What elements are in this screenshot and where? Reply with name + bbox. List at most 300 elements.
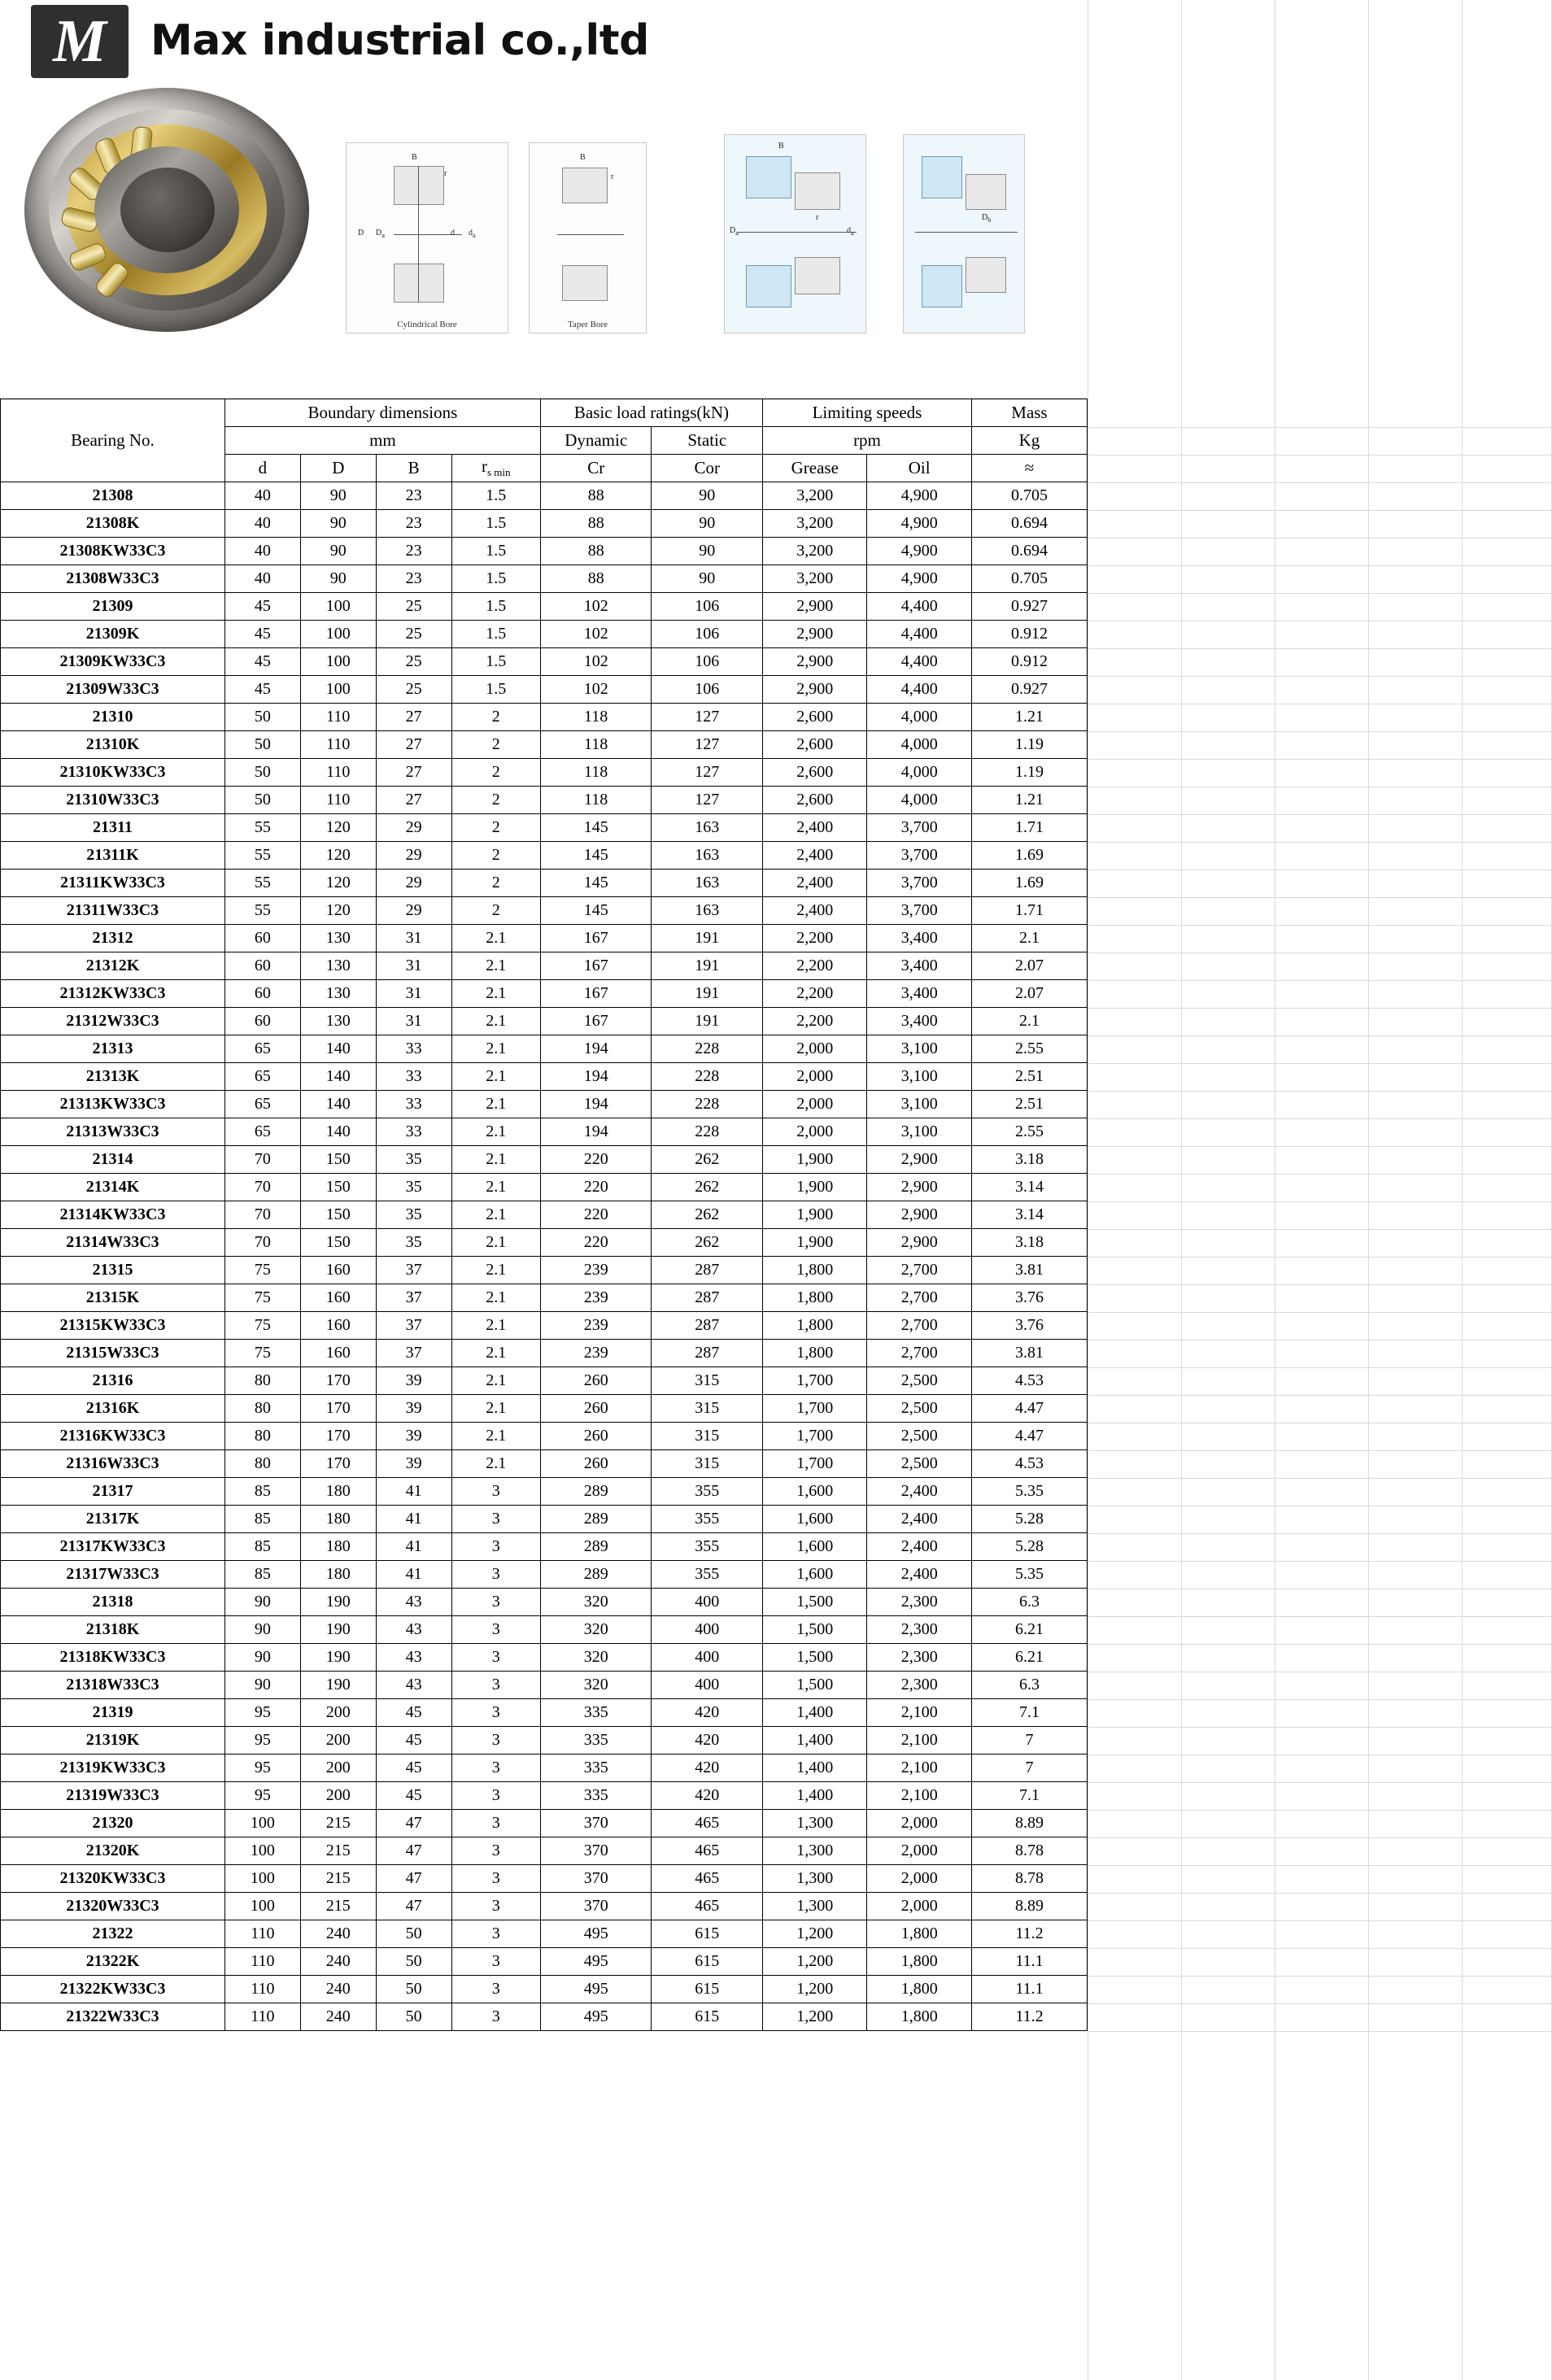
cell-oil: 4,000: [867, 731, 971, 759]
cell-oil: 1,800: [867, 1976, 971, 2003]
cell-grease: 1,700: [763, 1367, 867, 1395]
cell-b: 39: [376, 1423, 451, 1450]
cell-kg: 3.76: [971, 1284, 1087, 1312]
cell-d: 45: [225, 621, 300, 648]
table-row: [1, 1091, 1088, 1118]
cell-rs-min: 2: [451, 814, 540, 842]
table-row: [1, 1367, 1088, 1395]
cell-d: 65: [225, 1118, 300, 1146]
cell-bearing-no: 21322W33C3: [1, 2003, 225, 2031]
cell-cr: 88: [540, 510, 652, 538]
cell-d: 55: [225, 897, 300, 925]
cell-cr: 167: [540, 952, 652, 980]
cell-cr: 335: [540, 1699, 652, 1727]
table-row: [1, 759, 1088, 787]
cell-b: 41: [376, 1561, 451, 1589]
cell-bearing-no: 21315: [1, 1257, 225, 1284]
cell-grease: 1,800: [763, 1284, 867, 1312]
cell-cr: 495: [540, 1976, 652, 2003]
schematic-mounting-1: B $D_a$ $d_a$ r: [724, 134, 866, 333]
cell-d: 170: [300, 1423, 376, 1450]
cell-rs-min: 3: [451, 1616, 540, 1644]
cell-rs-min: 3: [451, 2003, 540, 2031]
cell-bearing-no: 21319KW33C3: [1, 1754, 225, 1782]
cell-b: 29: [376, 814, 451, 842]
cell-rs-min: 3: [451, 1754, 540, 1782]
table-row: [1, 2003, 1088, 2031]
table-row: [1, 510, 1088, 538]
cell-d: 60: [225, 1008, 300, 1035]
cell-grease: 1,500: [763, 1589, 867, 1616]
cell-rs-min: 2.1: [451, 1395, 540, 1423]
cell-rs-min: 3: [451, 1589, 540, 1616]
cell-cr: 118: [540, 787, 652, 814]
cell-b: 25: [376, 648, 451, 676]
cell-rs-min: 1.5: [451, 676, 540, 704]
cell-d: 95: [225, 1727, 300, 1754]
cell-cor: 287: [652, 1340, 763, 1367]
cell-oil: 2,400: [867, 1506, 971, 1533]
cell-cr: 167: [540, 925, 652, 952]
cell-d: 240: [300, 1976, 376, 2003]
cell-d: 65: [225, 1091, 300, 1118]
cell-oil: 3,700: [867, 814, 971, 842]
cell-grease: 2,600: [763, 731, 867, 759]
cell-bearing-no: 21312: [1, 925, 225, 952]
cell-d: 110: [300, 731, 376, 759]
table-row: [1, 1257, 1088, 1284]
cell-d: 180: [300, 1533, 376, 1561]
cell-cor: 163: [652, 870, 763, 897]
cell-b: 45: [376, 1754, 451, 1782]
cell-grease: 2,000: [763, 1118, 867, 1146]
cell-d: 45: [225, 593, 300, 621]
cell-d: 40: [225, 510, 300, 538]
cell-grease: 1,900: [763, 1146, 867, 1174]
table-row: [1, 1644, 1088, 1672]
cell-oil: 3,100: [867, 1118, 971, 1146]
cell-kg: 0.912: [971, 621, 1087, 648]
cell-d: 120: [300, 814, 376, 842]
cell-grease: 3,200: [763, 482, 867, 510]
cell-d: 215: [300, 1865, 376, 1893]
cell-cr: 239: [540, 1312, 652, 1340]
cell-oil: 4,400: [867, 648, 971, 676]
cell-rs-min: 3: [451, 1893, 540, 1920]
cell-cor: 163: [652, 897, 763, 925]
cell-b: 35: [376, 1146, 451, 1174]
cell-d: 215: [300, 1893, 376, 1920]
cell-oil: 2,000: [867, 1893, 971, 1920]
cell-d: 90: [300, 482, 376, 510]
cell-b: 41: [376, 1506, 451, 1533]
table-row: [1, 676, 1088, 704]
cell-bearing-no: 21317W33C3: [1, 1561, 225, 1589]
table-row: [1, 1948, 1088, 1976]
table-row: [1, 1201, 1088, 1229]
col-approx: ≈: [971, 455, 1087, 482]
cell-oil: 3,700: [867, 897, 971, 925]
cell-cor: 127: [652, 787, 763, 814]
cell-cor: 420: [652, 1699, 763, 1727]
cell-d: 215: [300, 1810, 376, 1837]
cell-d: 100: [225, 1865, 300, 1893]
cell-d: 100: [225, 1893, 300, 1920]
cell-d: 75: [225, 1284, 300, 1312]
cell-cr: 118: [540, 704, 652, 731]
cell-cor: 106: [652, 648, 763, 676]
cell-rs-min: 2.1: [451, 1257, 540, 1284]
cell-b: 23: [376, 482, 451, 510]
cell-cor: 355: [652, 1478, 763, 1506]
cell-oil: 3,100: [867, 1035, 971, 1063]
cell-b: 29: [376, 870, 451, 897]
cell-b: 25: [376, 593, 451, 621]
cell-kg: 6.3: [971, 1672, 1087, 1699]
cell-cor: 127: [652, 759, 763, 787]
cell-bearing-no: 21313KW33C3: [1, 1091, 225, 1118]
cell-d: 60: [225, 980, 300, 1008]
cell-d: 90: [225, 1616, 300, 1644]
cell-cor: 228: [652, 1063, 763, 1091]
cell-kg: 2.55: [971, 1118, 1087, 1146]
cell-b: 50: [376, 1948, 451, 1976]
cell-b: 47: [376, 1865, 451, 1893]
cell-bearing-no: 21320KW33C3: [1, 1865, 225, 1893]
cell-b: 47: [376, 1837, 451, 1865]
cell-oil: 2,700: [867, 1257, 971, 1284]
cell-kg: 11.2: [971, 2003, 1087, 2031]
cell-rs-min: 2.1: [451, 1063, 540, 1091]
cell-cor: 287: [652, 1284, 763, 1312]
schematic-caption: Cylindrical Bore: [397, 320, 457, 329]
cell-bearing-no: 21312KW33C3: [1, 980, 225, 1008]
cell-d: 200: [300, 1754, 376, 1782]
cell-bearing-no: 21309: [1, 593, 225, 621]
cell-kg: 2.1: [971, 925, 1087, 952]
cell-b: 23: [376, 538, 451, 565]
cell-kg: 4.53: [971, 1450, 1087, 1478]
cell-d: 90: [225, 1672, 300, 1699]
table-row: [1, 482, 1088, 510]
cell-oil: 2,100: [867, 1727, 971, 1754]
cell-cor: 400: [652, 1589, 763, 1616]
cell-kg: 4.53: [971, 1367, 1087, 1395]
table-row: [1, 621, 1088, 648]
cell-cr: 335: [540, 1754, 652, 1782]
cell-d: 85: [225, 1506, 300, 1533]
cell-kg: 6.21: [971, 1616, 1087, 1644]
cell-b: 47: [376, 1893, 451, 1920]
cell-cr: 320: [540, 1589, 652, 1616]
cell-rs-min: 1.5: [451, 510, 540, 538]
cell-cor: 615: [652, 1920, 763, 1948]
cell-bearing-no: 21316KW33C3: [1, 1423, 225, 1450]
cell-d: 160: [300, 1284, 376, 1312]
cell-kg: 0.927: [971, 676, 1087, 704]
cell-rs-min: 2.1: [451, 1340, 540, 1367]
cell-d: 40: [225, 565, 300, 593]
cell-grease: 2,200: [763, 952, 867, 980]
cell-kg: 5.28: [971, 1506, 1087, 1533]
unit-mm: mm: [225, 427, 540, 455]
cell-b: 33: [376, 1118, 451, 1146]
cell-b: 45: [376, 1782, 451, 1810]
cell-kg: 8.78: [971, 1837, 1087, 1865]
cell-d: 90: [225, 1589, 300, 1616]
cell-d: 95: [225, 1699, 300, 1727]
cell-kg: 5.35: [971, 1478, 1087, 1506]
cell-d: 170: [300, 1450, 376, 1478]
table-row: [1, 1035, 1088, 1063]
cell-d: 150: [300, 1146, 376, 1174]
cell-d: 140: [300, 1091, 376, 1118]
cell-bearing-no: 21308KW33C3: [1, 538, 225, 565]
cell-bearing-no: 21319: [1, 1699, 225, 1727]
cell-kg: 2.51: [971, 1063, 1087, 1091]
cell-d: 90: [300, 538, 376, 565]
table-row: [1, 1837, 1088, 1865]
cell-d: 200: [300, 1727, 376, 1754]
cell-bearing-no: 21310: [1, 704, 225, 731]
table-row: [1, 787, 1088, 814]
col-mass: Mass: [971, 399, 1087, 427]
cell-cor: 90: [652, 538, 763, 565]
col-d: d: [225, 455, 300, 482]
cell-grease: 1,700: [763, 1423, 867, 1450]
cell-b: 35: [376, 1174, 451, 1201]
cell-d: 110: [300, 704, 376, 731]
cell-oil: 4,400: [867, 676, 971, 704]
cell-b: 35: [376, 1201, 451, 1229]
cell-oil: 4,900: [867, 510, 971, 538]
table-row: [1, 1920, 1088, 1948]
cell-bearing-no: 21315K: [1, 1284, 225, 1312]
cell-rs-min: 1.5: [451, 648, 540, 676]
cell-d: 130: [300, 980, 376, 1008]
schematic-cylindrical-bore: B D $D_a$ d $d_a$ r Cylindrical Bore: [346, 142, 508, 333]
cell-d: 45: [225, 648, 300, 676]
cell-b: 23: [376, 510, 451, 538]
cell-b: 50: [376, 1920, 451, 1948]
cell-grease: 2,900: [763, 676, 867, 704]
cell-cor: 315: [652, 1395, 763, 1423]
cell-cor: 615: [652, 1976, 763, 2003]
cell-d: 100: [300, 648, 376, 676]
cell-d: 110: [225, 2003, 300, 2031]
cell-cr: 260: [540, 1450, 652, 1478]
cell-rs-min: 3: [451, 1865, 540, 1893]
cell-b: 31: [376, 952, 451, 980]
cell-cr: 167: [540, 980, 652, 1008]
cell-d: 190: [300, 1616, 376, 1644]
cell-grease: 1,900: [763, 1201, 867, 1229]
cell-oil: 2,700: [867, 1312, 971, 1340]
cell-kg: 3.81: [971, 1340, 1087, 1367]
cell-grease: 1,600: [763, 1478, 867, 1506]
cell-d: 180: [300, 1478, 376, 1506]
table-row: [1, 1229, 1088, 1257]
cell-rs-min: 1.5: [451, 593, 540, 621]
col-basic-load-ratings: Basic load ratings(kN): [540, 399, 762, 427]
cell-bearing-no: 21310KW33C3: [1, 759, 225, 787]
cell-cor: 90: [652, 565, 763, 593]
cell-rs-min: 2.1: [451, 1008, 540, 1035]
cell-cor: 228: [652, 1091, 763, 1118]
table-row: [1, 1174, 1088, 1201]
cell-b: 29: [376, 842, 451, 870]
cell-rs-min: 3: [451, 1699, 540, 1727]
cell-d: 240: [300, 2003, 376, 2031]
cell-cor: 106: [652, 676, 763, 704]
cell-cor: 287: [652, 1257, 763, 1284]
cell-oil: 2,300: [867, 1644, 971, 1672]
company-name: Max industrial co.,ltd: [150, 16, 649, 65]
cell-cor: 287: [652, 1312, 763, 1340]
cell-cor: 191: [652, 1008, 763, 1035]
cell-b: 29: [376, 897, 451, 925]
cell-cr: 88: [540, 538, 652, 565]
cell-d: 85: [225, 1478, 300, 1506]
cell-d: 60: [225, 925, 300, 952]
cell-d: 95: [225, 1754, 300, 1782]
cell-oil: 2,700: [867, 1340, 971, 1367]
cell-kg: 7: [971, 1754, 1087, 1782]
cell-grease: 2,400: [763, 814, 867, 842]
cell-oil: 4,000: [867, 759, 971, 787]
cell-grease: 1,600: [763, 1506, 867, 1533]
cell-kg: 1.21: [971, 787, 1087, 814]
cell-cor: 228: [652, 1035, 763, 1063]
col-rsmin: $r_{s min}$: [451, 455, 540, 482]
cell-kg: 2.51: [971, 1091, 1087, 1118]
cell-kg: 8.89: [971, 1893, 1087, 1920]
table-row: [1, 952, 1088, 980]
cell-d: 50: [225, 759, 300, 787]
cell-rs-min: 3: [451, 1478, 540, 1506]
cell-oil: 2,100: [867, 1699, 971, 1727]
cell-d: 90: [300, 565, 376, 593]
cell-cor: 127: [652, 704, 763, 731]
cell-grease: 1,300: [763, 1865, 867, 1893]
cell-cor: 228: [652, 1118, 763, 1146]
cell-d: 90: [225, 1644, 300, 1672]
cell-bearing-no: 21316W33C3: [1, 1450, 225, 1478]
table-row: [1, 1561, 1088, 1589]
cell-cr: 194: [540, 1091, 652, 1118]
cell-d: 100: [300, 621, 376, 648]
cell-oil: 4,900: [867, 482, 971, 510]
cell-cor: 315: [652, 1367, 763, 1395]
cell-b: 33: [376, 1091, 451, 1118]
cell-d: 160: [300, 1312, 376, 1340]
table-row: [1, 1146, 1088, 1174]
cell-b: 27: [376, 759, 451, 787]
cell-bearing-no: 21320: [1, 1810, 225, 1837]
table-row: [1, 1672, 1088, 1699]
col-bearing-no: Bearing No.: [1, 399, 225, 482]
cell-kg: 1.71: [971, 897, 1087, 925]
cell-grease: 1,600: [763, 1561, 867, 1589]
cell-d: 160: [300, 1340, 376, 1367]
cell-cr: 495: [540, 1920, 652, 1948]
cell-oil: 4,400: [867, 593, 971, 621]
table-row: [1, 870, 1088, 897]
cell-cr: 239: [540, 1284, 652, 1312]
cell-bearing-no: 21319W33C3: [1, 1782, 225, 1810]
cell-d: 75: [225, 1340, 300, 1367]
table-row: [1, 704, 1088, 731]
cell-b: 33: [376, 1063, 451, 1091]
cell-cr: 220: [540, 1201, 652, 1229]
cell-rs-min: 2.1: [451, 1174, 540, 1201]
cell-oil: 3,400: [867, 1008, 971, 1035]
cell-oil: 2,900: [867, 1174, 971, 1201]
cell-cor: 90: [652, 510, 763, 538]
cell-bearing-no: 21312W33C3: [1, 1008, 225, 1035]
cell-bearing-no: 21318KW33C3: [1, 1644, 225, 1672]
cell-kg: 7.1: [971, 1699, 1087, 1727]
cell-cor: 262: [652, 1201, 763, 1229]
cell-grease: 2,900: [763, 648, 867, 676]
cell-oil: 1,800: [867, 1920, 971, 1948]
cell-b: 50: [376, 1976, 451, 2003]
cell-d: 170: [300, 1367, 376, 1395]
cell-d: 50: [225, 731, 300, 759]
cell-grease: 2,200: [763, 925, 867, 952]
cell-d: 120: [300, 897, 376, 925]
cell-d: 100: [300, 593, 376, 621]
cell-grease: 3,200: [763, 538, 867, 565]
cell-rs-min: 2.1: [451, 1284, 540, 1312]
table-row: [1, 1340, 1088, 1367]
cell-bearing-no: 21314: [1, 1146, 225, 1174]
cell-rs-min: 2: [451, 731, 540, 759]
cell-cr: 239: [540, 1340, 652, 1367]
table-row: [1, 1478, 1088, 1506]
table-row: [1, 1727, 1088, 1754]
cell-cr: 102: [540, 648, 652, 676]
cell-oil: 4,900: [867, 538, 971, 565]
cell-d: 190: [300, 1644, 376, 1672]
bearing-spec-table: [0, 399, 1088, 2031]
cell-bearing-no: 21309KW33C3: [1, 648, 225, 676]
cell-bearing-no: 21315KW33C3: [1, 1312, 225, 1340]
cell-cr: 194: [540, 1063, 652, 1091]
cell-rs-min: 2.1: [451, 1423, 540, 1450]
cell-b: 50: [376, 2003, 451, 2031]
cell-rs-min: 2.1: [451, 925, 540, 952]
cell-cr: 370: [540, 1837, 652, 1865]
cell-cor: 106: [652, 621, 763, 648]
cell-rs-min: 2.1: [451, 980, 540, 1008]
cell-d: 170: [300, 1395, 376, 1423]
cell-b: 37: [376, 1257, 451, 1284]
cell-bearing-no: 21311W33C3: [1, 897, 225, 925]
cell-kg: 6.3: [971, 1589, 1087, 1616]
cell-kg: 1.19: [971, 731, 1087, 759]
cell-cr: 220: [540, 1174, 652, 1201]
cell-kg: 4.47: [971, 1423, 1087, 1450]
cell-grease: 2,600: [763, 704, 867, 731]
cell-cr: 102: [540, 621, 652, 648]
table-header: [1, 399, 1088, 482]
cell-kg: 8.89: [971, 1810, 1087, 1837]
cell-cr: 102: [540, 676, 652, 704]
cell-kg: 6.21: [971, 1644, 1087, 1672]
cell-d: 70: [225, 1201, 300, 1229]
col-dynamic: Dynamic: [540, 427, 652, 455]
